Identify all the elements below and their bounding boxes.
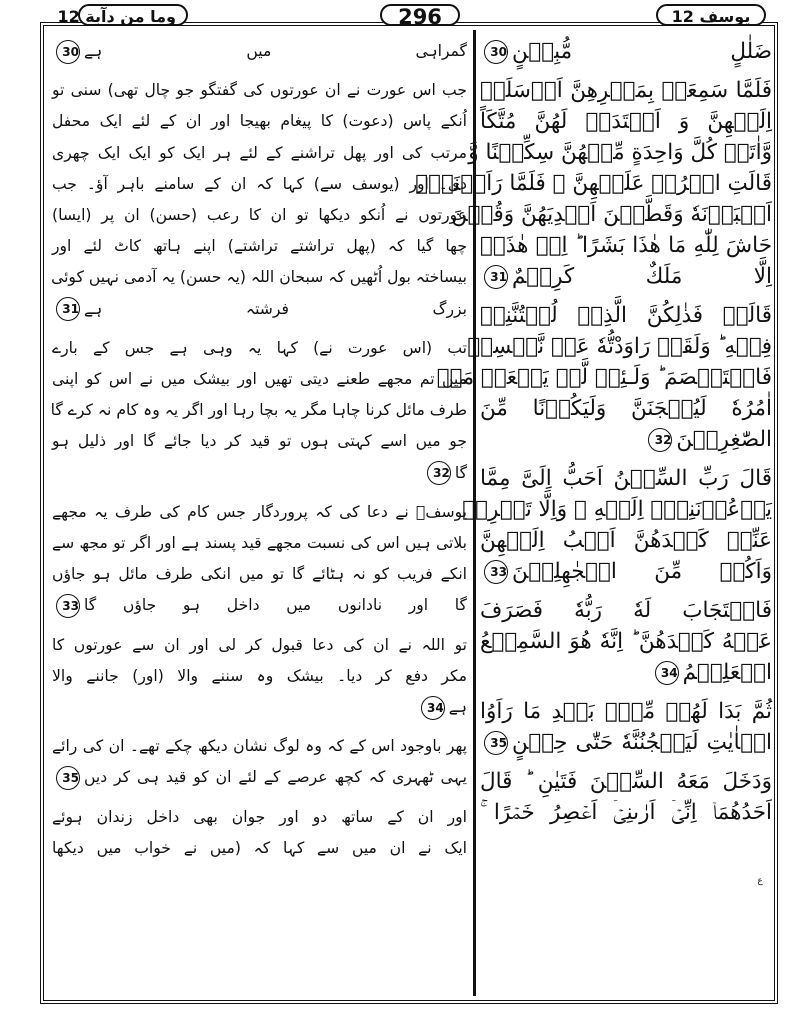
urdu-line [52, 262, 467, 293]
urdu-line [52, 75, 467, 106]
arabic-line-text: اَحَدُهُمَاۤ اِنِّىۡۤ اَرٰٮنِىۡۤ اَعۡصِرُ خَمۡرًا ۚ [480, 800, 772, 825]
arabic-line-text: عَنۡهُ كَيۡدَهُنَّ ؕ اِنَّهٗ هُوَ السَّمِيۡعُ [480, 629, 772, 654]
arabic-line-text: فَاسۡتَعۡصَمَ ؕ وَلَـئِنۡ لَّمۡ يَفۡعَلۡ مَاۤ [436, 365, 772, 390]
urdu-line [52, 426, 467, 457]
arabic-line-text: قَالَتِ اخۡرُجۡ عَلَيۡهِنَّ ۚ فَلَمَّا رَاَيۡنَهٗۤ [415, 171, 772, 196]
arabic-line-text: وَدَخَلَ مَعَهُ السِّجۡنَ فَتَيٰنِ ؕ قَالَ [480, 769, 772, 794]
arabic-line [480, 36, 772, 67]
ayah-number-badge: 35 [484, 731, 508, 755]
urdu-line-text: جو میں اسے کہتی ہوں تو قید کر دیا جائے گا اور ذلیل ہو [52, 432, 467, 451]
arabic-section [462, 463, 772, 587]
urdu-line-text: گا اور نادانوں میں داخل ہو جاؤں گا [84, 596, 467, 615]
urdu-line-text: جب اس عورت نے ان عورتوں کی گفتگو جو چال تھی) سنی تو [52, 81, 467, 100]
arabic-line [436, 362, 772, 393]
arabic-section [415, 75, 772, 292]
ayah-number-badge: 30 [56, 40, 80, 64]
ruku-marker: ع [757, 876, 763, 886]
urdu-line [52, 802, 467, 833]
urdu-line-text: میں تم مجھے طعنے دیتی تھیں اور بیشک میں نے اس کو اپنی [52, 370, 467, 389]
urdu-line [52, 692, 467, 723]
page-number: 296 [380, 4, 460, 26]
arabic-line [480, 106, 772, 137]
arabic-line [480, 300, 772, 331]
urdu-line [52, 231, 467, 262]
urdu-line [52, 364, 467, 395]
arabic-line [480, 626, 772, 657]
arabic-line-text: اٰمُرُهٗ لَيُسۡجَنَنَّ وَلَيَكُوۡنًا مِّنَ [480, 396, 772, 421]
ayah-number-badge: 33 [484, 560, 508, 584]
arabic-line-text: الۡاٰيٰتِ لَيَسۡجُنُنَّهٗ حَتّٰى حِيۡنٍ [512, 730, 772, 755]
urdu-section [52, 802, 467, 864]
urdu-line [52, 106, 467, 137]
arabic-line-text: حَاشَ لِلّٰهِ مَا هٰذَا بَشَرًا ؕ اِنۡ هٰذَاۤ [480, 233, 772, 258]
urdu-line-text: ہے [448, 698, 467, 717]
urdu-line-text: پھر باوجود اس کے کہ وہ لوگ نشان دیکھ چکے تھے۔ ان کی رائے [52, 737, 467, 756]
urdu-line [52, 395, 467, 426]
ayah-number-badge: 34 [655, 661, 679, 685]
header-right-tab: يوسف 12 [656, 4, 766, 26]
arabic-line [480, 230, 772, 261]
ayah-number-badge: 34 [421, 696, 445, 720]
urdu-line [52, 138, 467, 169]
arabic-line-text: فَلَمَّا سَمِعَتۡ بِمَكۡرِهِنَّ اَرۡسَلَتۡ [480, 78, 772, 103]
urdu-line [52, 458, 467, 489]
arabic-line [480, 696, 772, 727]
urdu-line-text: گا [454, 463, 467, 482]
arabic-line [480, 424, 772, 455]
urdu-line-text: مکر دفع کر دیا۔ بیشک وہ سننے والا (اور) جاننے والا [52, 666, 467, 685]
urdu-line-text: اور ان کے ساتھ دو اور جوان بھی داخل زندان ہوئے [52, 807, 467, 826]
ayah-number-badge: 32 [648, 428, 672, 452]
arabic-line-text: فَاسۡتَجَابَ لَهٗ رَبُّهٗ فَصَرَفَ [480, 598, 772, 623]
urdu-line [52, 559, 467, 590]
arabic-line [480, 463, 772, 494]
urdu-line-text: یہی ٹھہری کہ کچھ عرصے کے لئے ان کو قید ہی کر دیں [84, 768, 467, 787]
urdu-line-text: یوسفؑ نے دعا کی کہ پروردگار جس کام کی طرف یہ مجھے [52, 502, 467, 521]
arabic-line-text: وَاَكُنۡ مِّنَ الۡجٰهِلِيۡنَ [512, 559, 772, 584]
arabic-line [480, 556, 772, 587]
arabic-line [480, 261, 772, 292]
arabic-line [480, 657, 772, 688]
urdu-line-text: بزرگ فرشتہ ہے [84, 299, 467, 318]
arabic-line [462, 494, 772, 525]
urdu-line [52, 833, 467, 864]
arabic-line-text: قَالَتۡ فَذٰلِكُنَّ الَّذِىۡ لُمۡتُنَّنِىۡ [480, 303, 772, 328]
urdu-line [52, 200, 467, 231]
urdu-section [52, 333, 467, 489]
header-left-tab: وما من دآبة 12 [78, 4, 188, 26]
urdu-line [52, 590, 467, 621]
ayah-number-badge: 31 [484, 265, 508, 289]
arabic-line-text: ثُمَّ بَدَا لَهُمۡ مِّنۡۢ بَعۡدِ مَا رَاَوُا [480, 699, 772, 724]
urdu-line [52, 528, 467, 559]
arabic-section [480, 696, 772, 758]
urdu-section [52, 497, 467, 622]
arabic-line [480, 766, 772, 797]
urdu-line-text: انکے فریب کو نہ ہٹائے گا تو میں انکی طرف مائل ہو جاؤں [52, 565, 467, 584]
urdu-line-text: مرتب کی اور پھل تراشنے کے لئے ہر ایک کو ایک ایک چھری [52, 143, 467, 162]
urdu-line [52, 294, 467, 325]
arabic-section [480, 766, 772, 828]
urdu-line-text: تو اللہ نے ان کی دعا قبول کر لی اور ان سے عورتوں کا [52, 635, 467, 654]
urdu-line [52, 497, 467, 528]
urdu-line [52, 333, 467, 364]
urdu-line-text: بلاتی ہیں اس کی نسبت مجھے قید پسند ہے اور اگر تو مجھ سے [52, 534, 467, 553]
arabic-section [480, 36, 772, 67]
arabic-line-text: الۡعَلِيۡمُ [682, 660, 772, 685]
arabic-line [480, 393, 772, 424]
ayah-number-badge: 30 [484, 40, 508, 64]
urdu-line [52, 731, 467, 762]
urdu-line [52, 169, 467, 200]
arabic-line-text: الصّٰغِرِيۡنَ [676, 427, 772, 452]
arabic-line [480, 797, 772, 828]
arabic-line-text: اِلَّا مَلَكٌ كَرِيۡمٌ [512, 264, 772, 289]
arabic-line [480, 525, 772, 556]
arabic-line [467, 331, 772, 362]
urdu-line-text: دی۔ اور (یوسف سے) کہا کہ ان کے سامنے باہر آؤ۔ جب [52, 174, 467, 193]
urdu-translation-column [52, 36, 467, 1014]
arabic-line-text: فِيۡهِ ؕ وَلَقَدۡ رَاوَدْتُّهٗ عَنۡ نَّفۡسِهٖ [467, 334, 772, 359]
urdu-line [52, 36, 467, 67]
arabic-line-text: اَكۡبَرۡنَهٗ وَقَطَّعۡنَ اَيۡدِيَهُنَّ وَقُلۡنَ [451, 202, 772, 227]
urdu-line [52, 630, 467, 661]
ayah-number-badge: 31 [56, 297, 80, 321]
urdu-line-text: ایک نے ان میں سے کہا کہ (میں نے خواب میں دیکھا [52, 838, 467, 857]
urdu-line [52, 762, 467, 793]
arabic-line-text: ضَلٰلٍ مُّبِيۡنٍ [512, 39, 772, 64]
urdu-line-text: گمراہی میں ہے [84, 42, 467, 60]
urdu-section [52, 630, 467, 724]
urdu-line-text: تب (اس عورت نے) کہا یہ وہی ہے جس کے بارے [52, 338, 467, 357]
arabic-line-text: وَّاٰتَتۡ كُلَّ وَاحِدَةٍ مِّنۡهُنَّ سِكِّيۡنًا وَّ [468, 140, 772, 165]
arabic-line [415, 168, 772, 199]
arabic-line [480, 727, 772, 758]
arabic-line [451, 199, 772, 230]
arabic-line [480, 595, 772, 626]
ayah-number-badge: 33 [56, 594, 80, 618]
arabic-line-text: يَدۡعُوۡنَنِىۡۤ اِلَيۡهِ ۚ وَاِلَّا تَصۡرِفۡ [462, 497, 772, 522]
urdu-line-text: طرف مائل کرنا چاہا مگر یہ بچا رہا اور اگر یہ وہ کام نہ کرے گا [50, 401, 467, 420]
ayah-number-badge: 32 [427, 461, 451, 485]
arabic-section [480, 595, 772, 688]
urdu-line-text: عورتوں نے اُنکو دیکھا تو ان کا رعب (حسن) ان پر (ایسا) [52, 206, 467, 225]
urdu-line-text: بیساختہ بول اُٹھیں کہ سبحان اللہ (یہ حسن) یہ آدمی نہیں کوئی [51, 268, 467, 287]
urdu-section [52, 36, 467, 67]
arabic-line-text: عَنِّىۡ كَيۡدَهُنَّ اَصۡبُ اِلَيۡهِنَّ [480, 528, 772, 553]
arabic-line-text: اِلَيۡهِنَّ وَ اَعۡتَدَتۡ لَهُنَّ مُتَّكَاً [480, 109, 772, 134]
arabic-line [468, 137, 772, 168]
arabic-line-text: قَالَ رَبِّ السِّجۡنُ اَحَبُّ اِلَىَّ مِمَّا [480, 466, 772, 491]
arabic-section [436, 300, 772, 455]
urdu-section [52, 75, 467, 325]
urdu-line-text: چھا گیا کہ (پھل تراشتے تراشتے) اپنے ہاتھ کاٹ لئے اور [52, 237, 467, 256]
urdu-section [52, 731, 467, 793]
urdu-line [52, 661, 467, 692]
arabic-line [480, 75, 772, 106]
ayah-number-badge: 35 [56, 766, 80, 790]
urdu-line-text: اُنکے پاس (دعوت) کا پیغام بھیجا اور ان کے لئے ایک محفل [52, 112, 467, 131]
